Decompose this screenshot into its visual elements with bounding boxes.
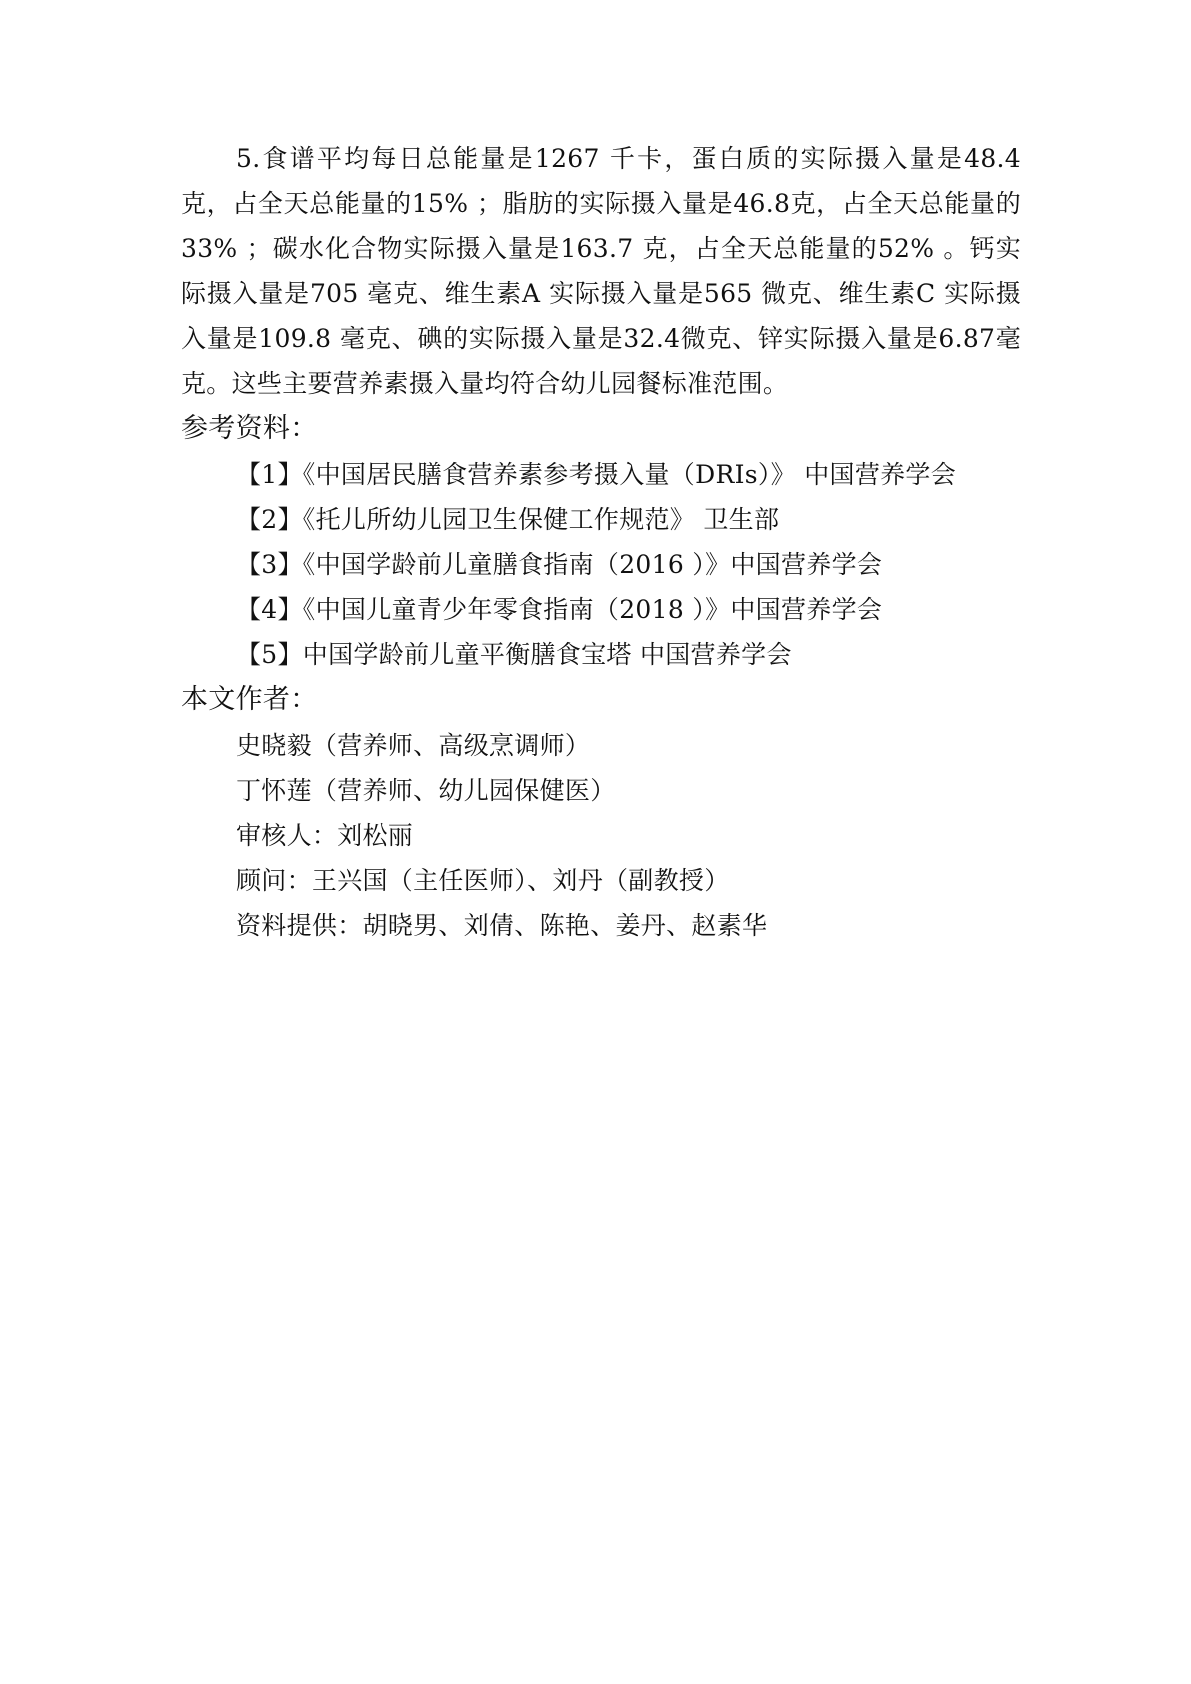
author-item: 丁怀莲（营养师、幼儿园保健医） [236, 776, 616, 805]
author-item: 史晓毅（营养师、高级烹调师） [236, 731, 591, 760]
reference-item: 【1】《中国居民膳食营养素参考摄入量（DRIs）》 中国营养学会 [236, 460, 957, 489]
reference-item: 【3】《中国学龄前儿童膳食指南（2016 ）》中国营养学会 [236, 550, 883, 579]
reviewer-line: 审核人：刘松丽 [236, 821, 414, 850]
document-body [181, 136, 1021, 948]
advisors-line: 顾问：王兴国（主任医师）、刘丹（副教授） [236, 866, 730, 895]
references-list [181, 452, 1021, 677]
data-providers-line: 资料提供：胡晓男、刘倩、陈艳、姜丹、赵素华 [236, 911, 768, 940]
authors-heading: 本文作者： [181, 684, 318, 715]
reference-item: 【2】《托儿所幼儿园卫生保健工作规范》 卫生部 [236, 505, 780, 534]
reference-item: 【5】中国学龄前儿童平衡膳食宝塔 中国营养学会 [236, 640, 792, 669]
nutrition-summary-paragraph: 5.食谱平均每日总能量是1267 千卡，蛋白质的实际摄入量是48.4克，占全天总能量的15% ；脂肪的实际摄入量是46.8克，占全天总能量的33% ；碳水化合物实际摄入量是163.7 克，占全天总能量的52% 。钙实际摄入量是705 毫克、维生素A 实际摄入量是565 微克、维生素C 实际摄入量是109.8 毫克、碘的实际摄入量是32.4微克、锌实际摄入量是6.87毫克。这些主要营养素摄入量均符合幼儿园餐标准范围。 [181, 144, 1021, 398]
reference-item: 【4】《中国儿童青少年零食指南（2018 ）》中国营养学会 [236, 595, 883, 624]
references-heading: 参考资料： [181, 413, 318, 444]
authors-list [181, 723, 1021, 813]
